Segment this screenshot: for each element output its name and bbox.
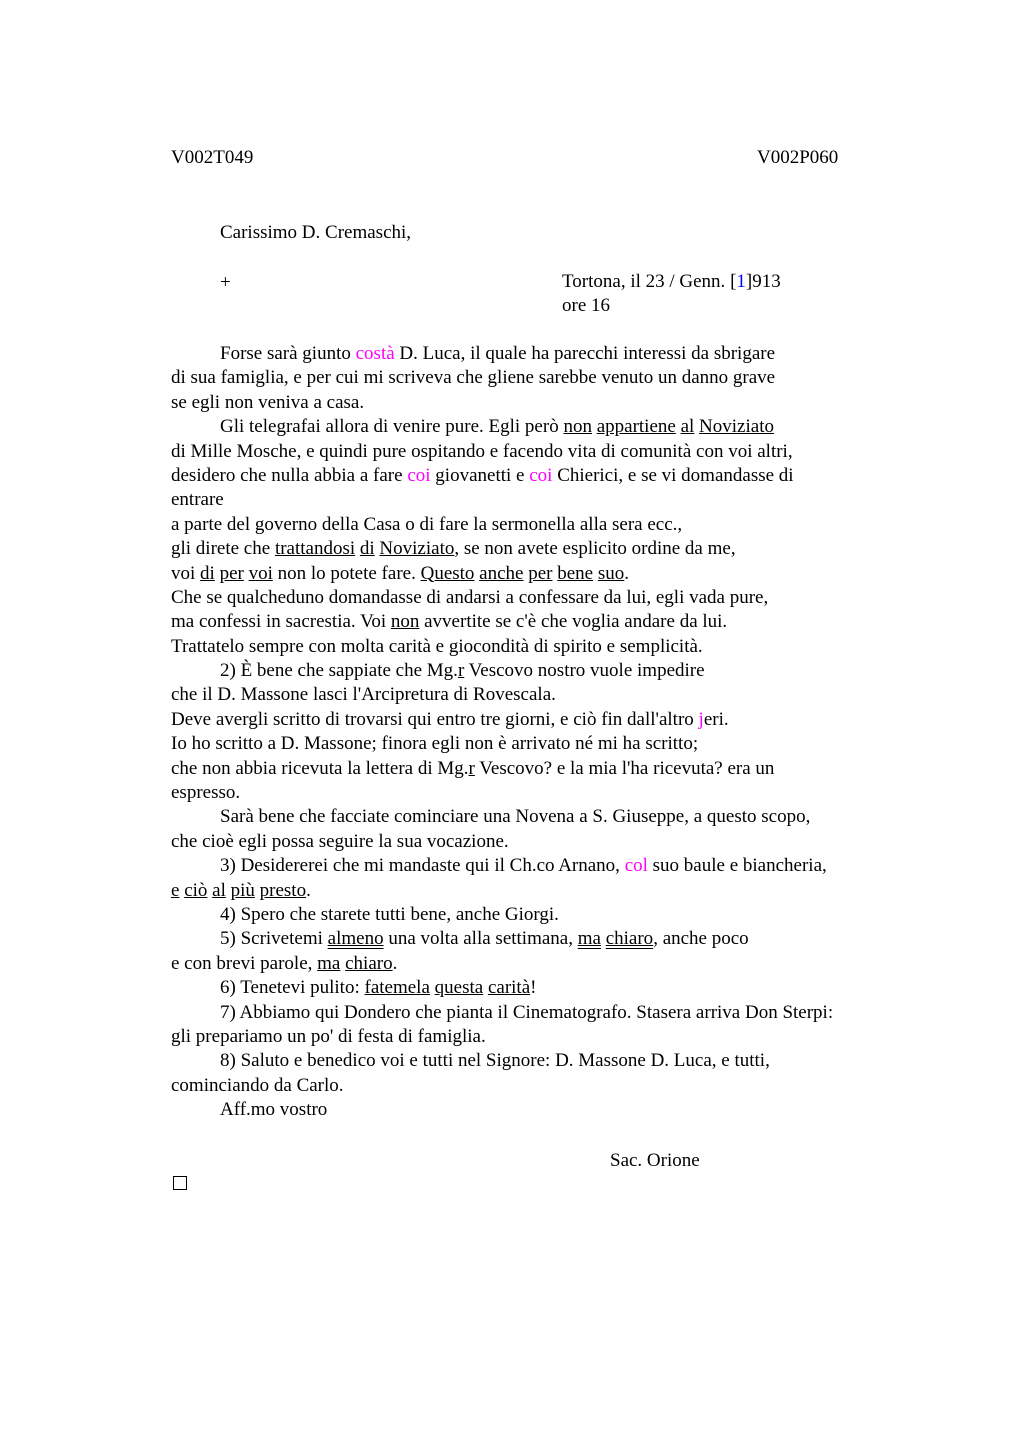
letter-body (171, 342, 951, 1123)
body-line: 8) Saluto e benedico voi e tutti nel Signore: D. Massone D. Luca, e tutti, (220, 1050, 770, 1072)
body-line: 3) Desidererei che mi mandaste qui il Ch.co Arnano, col suo baule e biancheria, (220, 855, 827, 877)
body-line: a parte del governo della Casa o di fare la sermonella alla sera ecc., (171, 513, 683, 535)
signature: Sac. Orione (610, 1150, 700, 1171)
body-line: 5) Scrivetemi almeno una volta alla settimana, ma chiaro, anche poco (220, 928, 749, 950)
bracket-number: 1 (736, 271, 746, 292)
body-line: 6) Tenetevi pulito: fatemela questa carità! (220, 977, 537, 999)
body-line: Che se qualcheduno domandasse di andarsi a confessare da lui, egli vada pure, (171, 586, 769, 608)
date-block (562, 270, 781, 319)
closing: Aff.mo vostro (220, 1099, 328, 1121)
body-line: Forse sarà giunto costà D. Luca, il quale ha parecchi interessi da sbrigare (220, 343, 776, 364)
body-line: di Mille Mosche, e quindi pure ospitando e facendo vita di comunità con voi altri, (171, 440, 793, 462)
body-line: voi di per voi non lo potete fare. Questo anche per bene suo. (171, 562, 630, 584)
end-marker-box (173, 1176, 187, 1190)
body-line: di sua famiglia, e per cui mi scriveva che gliene sarebbe venuto un danno grave (171, 367, 776, 389)
body-line: 4) Spero che starete tutti bene, anche Giorgi. (220, 903, 559, 925)
body-line: Deve avergli scritto di trovarsi qui entro tre giorni, e ciò fin dall'altro jeri. (171, 708, 729, 730)
body-line: Gli telegrafai allora di venire pure. Egli però non appartiene al Noviziato (220, 416, 774, 438)
date-line: Tortona, il 23 / Genn. [1]913 (562, 271, 781, 292)
doc-code-left: V002T049 (171, 147, 254, 168)
body-line: gli prepariamo un po' di festa di famiglia. (171, 1025, 486, 1047)
body-line: Sarà bene che facciate cominciare una Novena a S. Giuseppe, a questo scopo, (220, 806, 811, 828)
body-line: desidero che nulla abbia a fare coi giovanetti e coi Chierici, e se vi domandasse di (171, 464, 794, 486)
time-line: ore 16 (562, 295, 611, 317)
body-line: che non abbia ricevuta la lettera di Mg.r Vescovo? e la mia l'ha ricevuta? era un (171, 757, 775, 779)
body-line: se egli non veniva a casa. (171, 391, 365, 413)
doc-code-right: V002P060 (757, 147, 839, 168)
body-line: Io ho scritto a D. Massone; finora egli non è arrivato né mi ha scritto; (171, 733, 699, 755)
body-line: 7) Abbiamo qui Dondero che pianta il Cinematografo. Stasera arriva Don Sterpi: (220, 1001, 834, 1023)
body-line: entrare (171, 489, 224, 511)
body-line: ma confessi in sacrestia. Voi non avvertite se c'è che voglia andare da lui. (171, 611, 728, 633)
body-line: che cioè egli possa seguire la sua vocazione. (171, 830, 509, 852)
body-line: e ciò al più presto. (171, 879, 311, 901)
salutation: Carissimo D. Cremaschi, (220, 222, 412, 243)
body-line: che il D. Massone lasci l'Arcipretura di Rovescala. (171, 684, 556, 706)
body-line: gli direte che trattandosi di Noviziato, se non avete esplicito ordine da me, (171, 538, 736, 560)
body-line: espresso. (171, 782, 241, 804)
cross-symbol: + (220, 272, 231, 293)
body-line: Trattatelo sempre con molta carità e giocondità di spirito e semplicità. (171, 635, 703, 657)
body-line: cominciando da Carlo. (171, 1074, 344, 1096)
body-line: e con brevi parole, ma chiaro. (171, 952, 398, 974)
body-line: 2) È bene che sappiate che Mg.r Vescovo nostro vuole impedire (220, 660, 705, 682)
